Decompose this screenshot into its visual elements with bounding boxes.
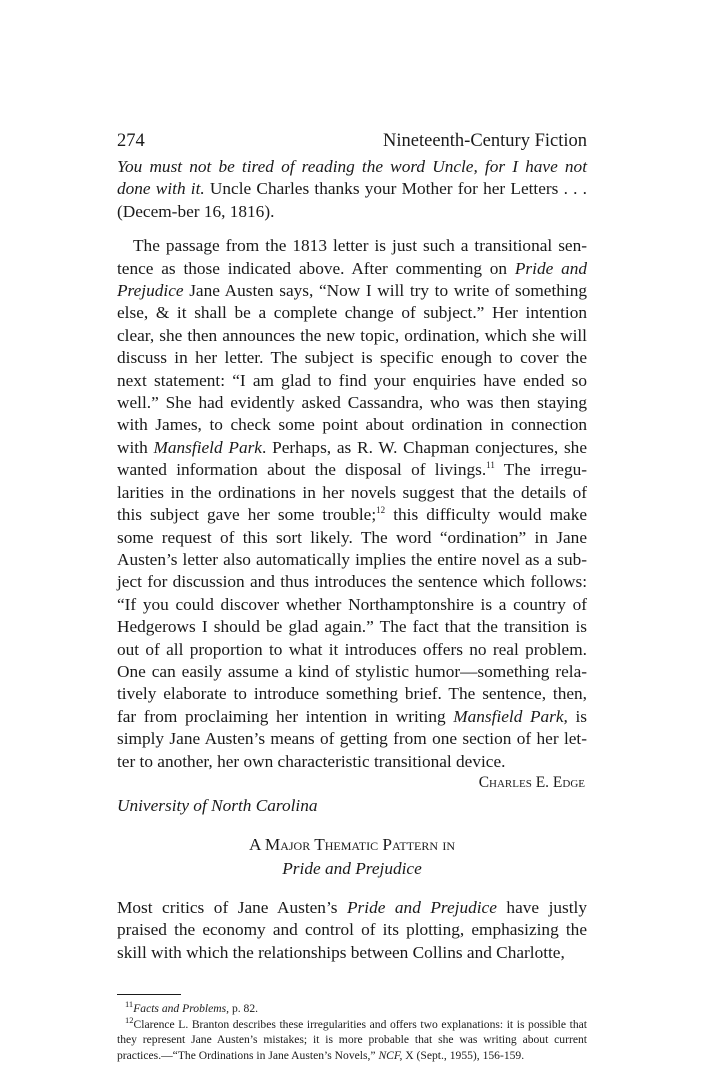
article-text-1: Most critics of Jane Austen’s [117,897,347,917]
article-title-line-1: A Major Thematic Pattern in [248,834,456,854]
article-title-line-2: Pride and Prejudice [282,858,422,878]
footnotes [117,1001,587,1063]
journal-title: Nineteenth-Century Fiction [383,131,587,151]
footnote-11-text: p. 82. [229,1002,259,1016]
para-text-5: this difficulty would make some request of this sort likely. The word “ordination” in Jane Austen’s letter also automatically implies the entire novel as a sub-ject for discussion and thus introduces the sentence which follows: “If you could discover whether Northamptonshire is a country of Hedgerows I should be glad again.” The fact that the transition is out of all proportion to what it introduces offers no real problem. One can easily assume a kind of stylistic humor—something rela-tively elaborate to introduce something brief. The sentence, then, far from proclaiming her intention in writing [117,505,587,726]
footnote-ref-11: 11 [486,460,495,471]
para-text-4: The irregu-larities in the ordinations in her novels suggest that the details of this subject gave her some trouble; [117,460,587,525]
article-title-ref: Pride and Prejudice [347,897,497,917]
quote-roman: Uncle Charles thanks your Mother for her Letters . . . (Decem-ber 16, 1816). [117,179,587,221]
article-text-2: have justly praised the economy and control of its plotting, emphasizing the skill with which the relationships between Collins and Charlotte, [117,897,587,962]
footnote-12-number: 12 [125,1014,134,1025]
title-mansfield-park: Mansfield Park [153,437,262,457]
para-text-3: . Perhaps, as R. W. Chapman conjectures, she wanted information about the disposal of livings. [117,437,587,480]
author-signature: Charles E. Edge [478,773,585,791]
footnote-ref-12: 12 [376,505,386,516]
footnote-11-title: Facts and Problems, [133,1002,230,1016]
footnote-12-text: Clarence L. Branton describes these irregularities and offers two explanations: it is possible that they represent Jane Austen’s mistakes; it is more probable that she was writing about current practices.—“The Ordinations in Jane Austen’s Novels,” [117,1017,587,1062]
para-text-1: The passage from the 1813 letter is just such a transitional sen-tence as those indicated above. After commenting on [117,236,587,278]
title-pride-and-prejudice: Pride and Prejudice [117,258,587,301]
running-head [117,128,587,154]
quote-italic: You must not be tired of reading the word Uncle, for I have not done with it. [117,157,587,199]
author-affiliation: University of North Carolina [117,795,318,815]
article-title [117,833,587,881]
footnote-12 [117,1014,587,1064]
footnote-11 [117,1001,587,1017]
quoted-letter-excerpt [117,156,587,223]
footnote-12-citation: X (Sept., 1955), 156-159. [402,1048,525,1062]
book-page [117,128,587,1064]
footnote-12-journal: NCF, [378,1048,403,1062]
para-text-6: is simply Jane Austen’s means of getting from one section of her let-ter to another, her own characteristic transitional device. [117,706,587,771]
footnote-11-number: 11 [125,999,134,1010]
page-number: 274 [117,131,145,151]
para-text-2: Jane Austen says, “Now I will try to write of something else, & it shall be a complete change of subject.” Her intention clear, she then announces the new topic, ordination, which she will discuss in her letter. The subject is specific enough to cover the next statement: “I am glad to find your enquiries have ended so well.” She had evidently asked Cassandra, who was then staying with James, to check some point about ordination in connection with [117,281,587,457]
footnote-divider [117,994,181,995]
title-mansfield-park-2: Mansfield Park, [453,706,568,726]
article-opening-paragraph [117,897,587,964]
main-paragraph [117,235,587,773]
